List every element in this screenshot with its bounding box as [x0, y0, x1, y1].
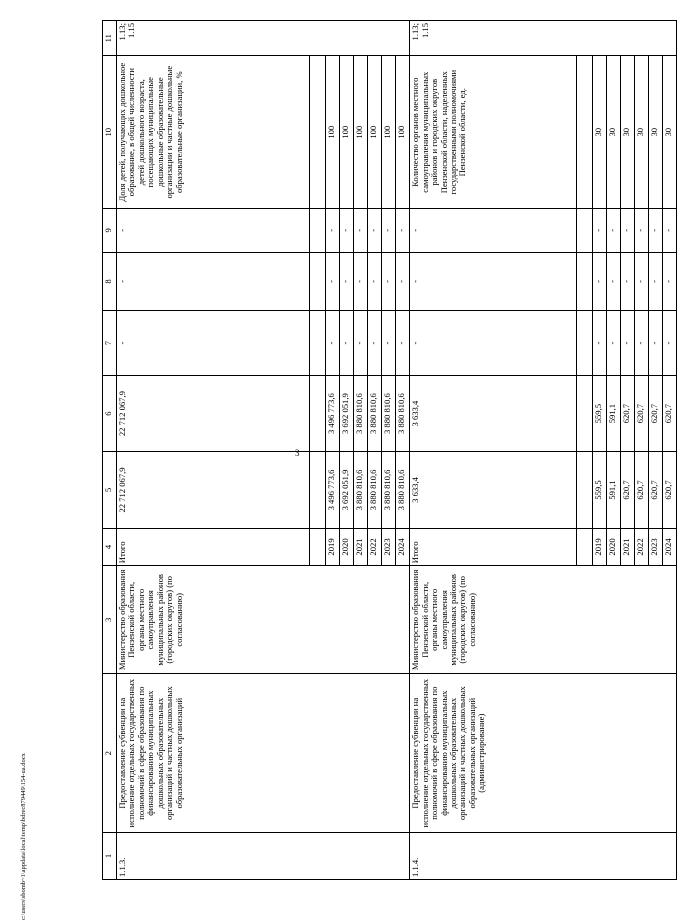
indicator-text: Количество органов местного самоуправления муниципальных районов и городских округов Пензенской области, наделенных государственными полномочиями Пензенской области, ед. [410, 56, 577, 209]
col9-cell: - [382, 209, 396, 252]
empty-cell [577, 311, 593, 376]
empty-cell [310, 311, 326, 376]
col7-cell: - [621, 311, 635, 376]
col7-cell: - [326, 311, 340, 376]
col-number: 2 [103, 674, 117, 833]
regional-amount-cell: 620,7 [663, 375, 677, 451]
col8-cell: - [368, 252, 382, 311]
indicator-value-cell: 100 [354, 56, 368, 209]
empty-cell [577, 209, 593, 252]
amount-cell: 620,7 [635, 452, 649, 528]
total-col7: - [117, 311, 310, 376]
year-cell: 2023 [649, 528, 663, 566]
rotated-table-container [102, 20, 677, 880]
amount-cell: 620,7 [649, 452, 663, 528]
col9-cell: - [326, 209, 340, 252]
total-label: Итого [410, 528, 577, 566]
year-cell: 2019 [326, 528, 340, 566]
total-label: Итого [117, 528, 310, 566]
regional-amount-cell: 620,7 [621, 375, 635, 451]
empty-cell [310, 375, 326, 451]
col9-cell: - [368, 209, 382, 252]
col8-cell: - [649, 252, 663, 311]
year-cell: 2021 [621, 528, 635, 566]
amount-cell: 3 880 810,6 [368, 452, 382, 528]
col8-cell: - [635, 252, 649, 311]
indicator-value-cell: 100 [326, 56, 340, 209]
executor-text: Министерство образования Пензенской области, органы местного самоуправления муниципальных районов (городских округов) (по согласованию) [410, 566, 677, 674]
col7-cell: - [382, 311, 396, 376]
year-cell: 2023 [382, 528, 396, 566]
col-number: 3 [103, 566, 117, 674]
regional-amount-cell: 3 880 810,6 [382, 375, 396, 451]
entry-row [117, 21, 310, 880]
empty-cell [310, 252, 326, 311]
empty-cell [577, 375, 593, 451]
year-cell: 2022 [635, 528, 649, 566]
total-amount: 3 633,4 [410, 452, 577, 528]
year-cell: 2020 [340, 528, 354, 566]
empty-cell [310, 56, 326, 209]
col9-cell: - [621, 209, 635, 252]
col-number: 4 [103, 528, 117, 566]
table-body [103, 21, 677, 880]
links-text: 1.13; 1.15 [410, 21, 677, 56]
col8-cell: - [340, 252, 354, 311]
year-cell: 2024 [663, 528, 677, 566]
total-col9: - [117, 209, 310, 252]
event-description: Предоставление субвенции на исполнение отдельных государственных полномочий в сфере образования по финансированию муниципальных дошкольных образовательных организаций и частных дошкольных образовательных организаций (администрирование) [410, 674, 677, 833]
regional-amount-cell: 3 880 810,6 [354, 375, 368, 451]
empty-cell [577, 528, 593, 566]
empty-cell [577, 452, 593, 528]
year-cell: 2020 [607, 528, 621, 566]
links-text: 1.13; 1.15 [117, 21, 410, 56]
col7-cell: - [593, 311, 607, 376]
total-amount: 22 712 067,9 [117, 452, 310, 528]
col-number: 8 [103, 252, 117, 311]
empty-cell [577, 56, 593, 209]
year-cell: 2019 [593, 528, 607, 566]
year-cell: 2021 [354, 528, 368, 566]
col-number: 10 [103, 56, 117, 209]
indicator-value-cell: 30 [663, 56, 677, 209]
amount-cell: 559,5 [593, 452, 607, 528]
indicator-value-cell: 30 [649, 56, 663, 209]
regional-amount-cell: 620,7 [635, 375, 649, 451]
col9-cell: - [663, 209, 677, 252]
event-description: Предоставление субвенции на исполнение отдельных государственных полномочий в сфере образования по финансированию муниципальных дошкольных образовательных организаций и частных дошкольных образовательных организаций [117, 674, 410, 833]
col9-cell: - [607, 209, 621, 252]
col-number: 7 [103, 311, 117, 376]
amount-cell: 3 496 773,6 [326, 452, 340, 528]
amount-cell: 3 692 051,9 [340, 452, 354, 528]
col9-cell: - [340, 209, 354, 252]
regional-amount-cell: 559,5 [593, 375, 607, 451]
col8-cell: - [663, 252, 677, 311]
amount-cell: 3 880 810,6 [382, 452, 396, 528]
col9-cell: - [635, 209, 649, 252]
indicator-value-cell: 30 [593, 56, 607, 209]
total-col8: - [117, 252, 310, 311]
empty-cell [577, 252, 593, 311]
col8-cell: - [382, 252, 396, 311]
year-cell: 2022 [368, 528, 382, 566]
indicator-text: Доля детей, получающих дошкольное образование, в общей численности детей дошкольного возраста, посещающих муниципальные дошкольные образовательные организации и частные дошкольные образовательные организации, % [117, 56, 310, 209]
regional-amount-cell: 620,7 [649, 375, 663, 451]
indicator-value-cell: 100 [368, 56, 382, 209]
column-number-row [103, 21, 117, 880]
amount-cell: 620,7 [663, 452, 677, 528]
col7-cell: - [368, 311, 382, 376]
col-number: 6 [103, 375, 117, 451]
col-number: 11 [103, 21, 117, 56]
col-number: 1 [103, 833, 117, 880]
col-number: 5 [103, 452, 117, 528]
total-regional-amount: 3 633,4 [410, 375, 577, 451]
amount-cell: 591,1 [607, 452, 621, 528]
page-number: 3 [295, 448, 300, 458]
col8-cell: - [354, 252, 368, 311]
amount-cell: 620,7 [621, 452, 635, 528]
regional-amount-cell: 3 880 810,6 [396, 375, 410, 451]
indicator-value-cell: 30 [635, 56, 649, 209]
col7-cell: - [396, 311, 410, 376]
col-number: 9 [103, 209, 117, 252]
indicator-value-cell: 100 [340, 56, 354, 209]
total-regional-amount: 22 712 067,9 [117, 375, 310, 451]
regional-amount-cell: 3 692 051,9 [340, 375, 354, 451]
col7-cell: - [663, 311, 677, 376]
year-cell: 2024 [396, 528, 410, 566]
indicator-value-cell: 100 [382, 56, 396, 209]
executor-text: Министерство образования Пензенской области, органы местного самоуправления муниципальных районов (городских округов) (по согласованию) [117, 566, 410, 674]
entry-number: 1.1.4. [410, 833, 677, 880]
col9-cell: - [354, 209, 368, 252]
col7-cell: - [340, 311, 354, 376]
col8-cell: - [326, 252, 340, 311]
col7-cell: - [635, 311, 649, 376]
empty-cell [310, 209, 326, 252]
amount-cell: 3 880 810,6 [396, 452, 410, 528]
col8-cell: - [621, 252, 635, 311]
col8-cell: - [607, 252, 621, 311]
col8-cell: - [396, 252, 410, 311]
indicator-value-cell: 30 [621, 56, 635, 209]
indicator-value-cell: 100 [396, 56, 410, 209]
footer-file-path: c:\users\sbomb~1\appdata\local\temp\bdrec879449\154-ua.docx [20, 753, 27, 920]
indicator-value-cell: 30 [607, 56, 621, 209]
program-table [102, 20, 677, 880]
empty-cell [310, 452, 326, 528]
total-col9: - [410, 209, 577, 252]
col9-cell: - [396, 209, 410, 252]
col8-cell: - [593, 252, 607, 311]
empty-cell [310, 528, 326, 566]
col7-cell: - [649, 311, 663, 376]
regional-amount-cell: 3 496 773,6 [326, 375, 340, 451]
total-col8: - [410, 252, 577, 311]
col7-cell: - [607, 311, 621, 376]
entry-number: 1.1.3. [117, 833, 410, 880]
total-col7: - [410, 311, 577, 376]
amount-cell: 3 880 810,6 [354, 452, 368, 528]
col9-cell: - [593, 209, 607, 252]
col9-cell: - [649, 209, 663, 252]
col7-cell: - [354, 311, 368, 376]
regional-amount-cell: 591,1 [607, 375, 621, 451]
entry-row [410, 21, 577, 880]
regional-amount-cell: 3 880 810,6 [368, 375, 382, 451]
